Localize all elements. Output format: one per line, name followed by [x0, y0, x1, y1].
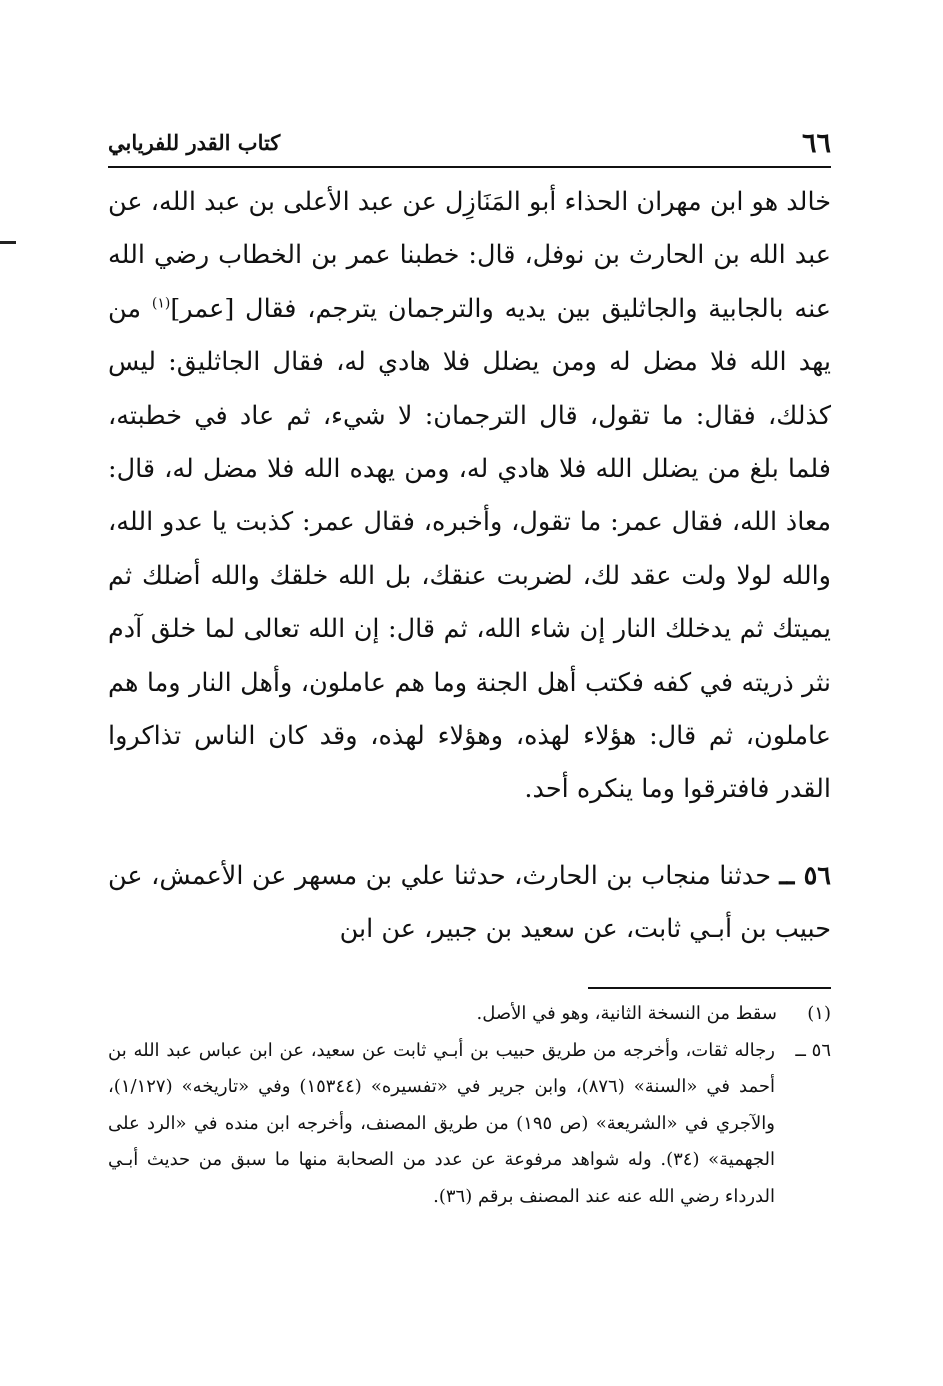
margin-mark	[0, 241, 16, 244]
page-number: ٦٦	[801, 128, 831, 159]
footnote-1-text: سقط من النسخة الثانية، وهو في الأصل.	[476, 1003, 777, 1024]
running-title: كتاب القدر للفريابي	[108, 130, 281, 155]
paragraph-1	[108, 176, 831, 817]
footnote-reference-1: (١)	[151, 295, 171, 312]
hadith-number: ٥٦ ــ	[779, 860, 831, 891]
footnote-1	[108, 996, 831, 1033]
paragraph-2	[108, 850, 831, 957]
paragraph-1-continued: من يهد الله فلا مضل له ومن يضلل فلا هادي له، فقال الجاثليق: ليس كذلك، فقال: ما تقول، قال الترجمان: لا شيء، ثم عاد في خطبته، فلما بلغ من يضلل الله فلا هادي له، ومن يهده الله فلا مضل له، قال: معاذ الله، فقال عمر: ما تقول، وأخبره، فقال عمر: كذبت يا عدو الله، والله لولا ولت عقد لك، لضربت عنقك، بل الله خلقك والله أضلك ثم يميتك ثم يدخلك النار إن شاء الله، ثم قال: إن الله تعالى لما خلق آدم نثر ذريته في كفه فكتب أهل الجنة وما هم عاملون، وأهل النار وما هم عاملون، ثم قال: هؤلاء لهذه، وهؤلاء لهذه، وقد كان الناس تذاكروا القدر فافترقوا وما ينكره أحد.	[108, 293, 831, 805]
footnote-divider	[588, 987, 831, 989]
page-header	[108, 122, 831, 168]
paragraph-1-text: خالد هو ابن مهران الحذاء أبو المَنَازِل عن عبد الأعلى بن عبد الله، عن عبد الله بن الحارث بن نوفل، قال: خطبنا عمر بن الخطاب رضي الله عنه بالجابية والجاثليق بين يديه والترجمان يترجم، فقال [عمر]	[108, 187, 831, 324]
footnote-2-text: رجاله ثقات، وأخرجه من طريق حبيب بن أبـي ثابت عن سعيد، عن ابن عباس عبد الله بن أحمد في «السنة» (٨٧٦)، وابن جرير في «تفسيره» (١٥٣٤٤) وفي «تاريخه» (١/١٢٧)، والآجري في «الشريعة» (ص ١٩٥) من طريق المصنف، وأخرجه ابن منده في «الرد على الجهمية» (٣٤). وله شواهد مرفوعة عن عدد من الصحابة منها ما سبق من حديث أبـي الدرداء رضي الله عنه عند المصنف برقم (٣٦).	[108, 1039, 776, 1207]
footnote-2	[108, 1033, 831, 1216]
footnotes	[108, 996, 831, 1216]
footnote-2-mark: ٥٦ ــ	[795, 1039, 831, 1061]
footnote-1-mark: (١)	[807, 1003, 831, 1024]
paragraph-2-text: حدثنا منجاب بن الحارث، حدثنا علي بن مسهر عن الأعمش، عن حبيب بن أبـي ثابت، عن سعيد بن جبير، عن ابن	[108, 860, 831, 945]
main-text	[108, 176, 831, 957]
